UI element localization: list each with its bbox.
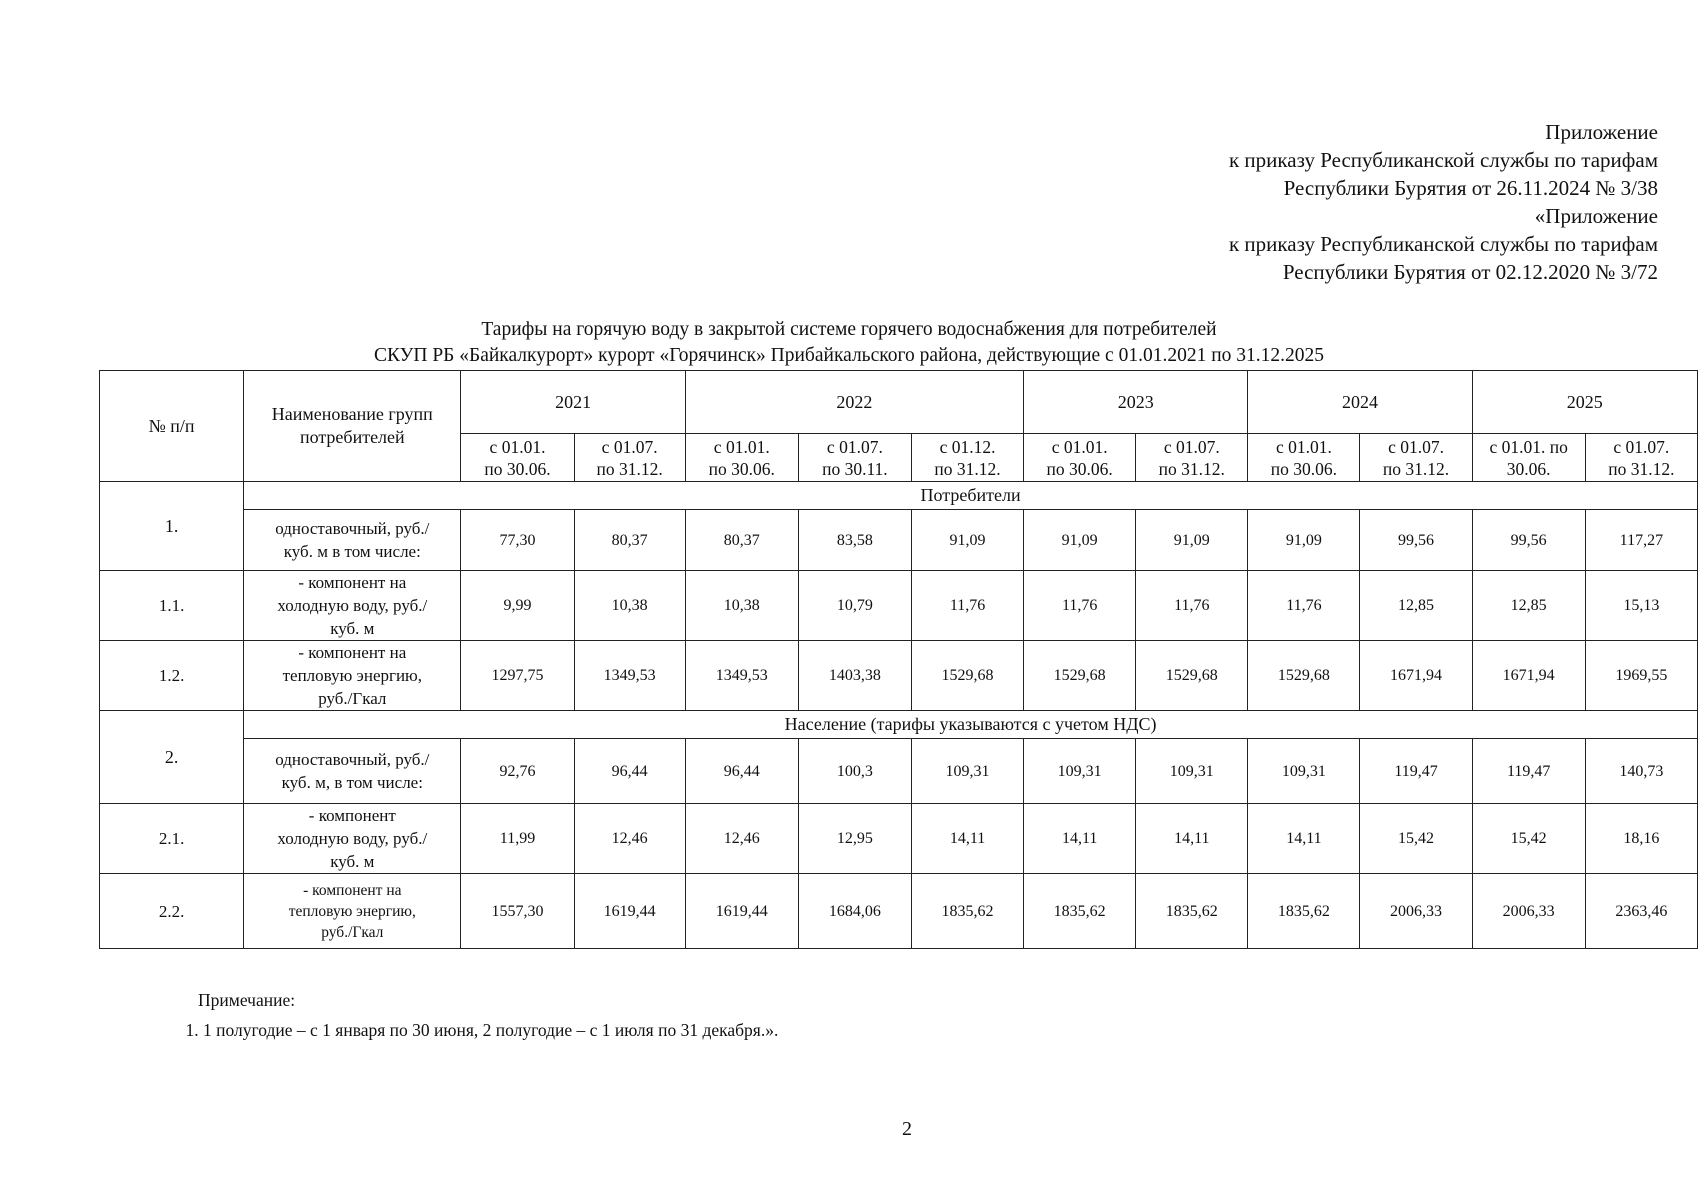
table-row (100, 874, 1698, 949)
tariff-value: 15,42 (1472, 804, 1585, 874)
period-header (574, 434, 685, 482)
tariff-value: 91,09 (911, 510, 1023, 571)
table-row (100, 571, 1698, 641)
tariff-value: 12,95 (798, 804, 911, 874)
tariff-value: 1529,68 (1136, 641, 1248, 711)
name-line: тепловую энергию, (288, 902, 416, 920)
name-line: холодную воду, руб./ (277, 596, 428, 615)
consumer-group-name (244, 804, 461, 874)
section-heading: Потребители (244, 482, 1698, 510)
tariff-value: 91,09 (1024, 510, 1136, 571)
tariff-value: 1529,68 (1248, 641, 1360, 711)
tariff-value: 14,11 (1248, 804, 1360, 874)
tariff-value: 18,16 (1585, 804, 1697, 874)
tariff-value: 1349,53 (574, 641, 685, 711)
consumer-group-name (244, 510, 461, 571)
period-header (1360, 434, 1472, 482)
tariff-value: 109,31 (911, 739, 1023, 804)
section-row (100, 711, 1698, 739)
row-number: 2.1. (100, 804, 244, 874)
row-number: 2. (100, 711, 244, 804)
note (198, 985, 800, 1045)
tariff-value: 2363,46 (1585, 874, 1697, 949)
column-header-name: Наименование групп потребителей (244, 371, 461, 482)
tariff-value: 11,76 (1136, 571, 1248, 641)
header-line: к приказу Республиканской службы по тарифам (1228, 148, 1658, 172)
tariff-value: 1671,94 (1472, 641, 1585, 711)
name-line: холодную воду, руб./ (277, 829, 428, 848)
tariff-value: 10,38 (685, 571, 798, 641)
tariff-value: 1297,75 (461, 641, 574, 711)
year-header: 2023 (1024, 371, 1248, 434)
tariff-value: 109,31 (1136, 739, 1248, 804)
tariff-value: 11,76 (1248, 571, 1360, 641)
tariff-value: 15,13 (1585, 571, 1697, 641)
period-header (798, 434, 911, 482)
tariff-value: 91,09 (1136, 510, 1248, 571)
period-line: 30.06. (1506, 458, 1551, 479)
header-line: Республики Бурятия от 02.12.2020 № 3/72 (1282, 260, 1658, 284)
tariff-value: 91,09 (1248, 510, 1360, 571)
tariff-value: 14,11 (911, 804, 1023, 874)
tariff-value: 77,30 (461, 510, 574, 571)
consumer-group-name (244, 874, 461, 949)
tariff-value: 96,44 (685, 739, 798, 804)
tariff-value: 9,99 (461, 571, 574, 641)
tariff-value: 12,85 (1360, 571, 1472, 641)
tariff-value: 92,76 (461, 739, 574, 804)
consumer-group-name (244, 739, 461, 804)
tariff-value: 1529,68 (911, 641, 1023, 711)
period-line: с 01.01. (1051, 436, 1108, 457)
header-line: Приложение (1545, 120, 1658, 144)
period-line: по 31.12. (1382, 458, 1450, 479)
tariff-value: 10,79 (798, 571, 911, 641)
tariff-value: 119,47 (1472, 739, 1585, 804)
tariff-value: 80,37 (574, 510, 685, 571)
title-line-1: Тарифы на горячую воду в закрытой системе горячего водоснабжения для потребителей (481, 319, 1217, 340)
row-number: 2.2. (100, 874, 244, 949)
tariff-value: 1969,55 (1585, 641, 1697, 711)
year-header: 2025 (1472, 371, 1697, 434)
table-body (100, 371, 1698, 949)
tariff-value: 1529,68 (1024, 641, 1136, 711)
tariff-value: 2006,33 (1360, 874, 1472, 949)
name-line: - компонент на (303, 881, 402, 899)
tariff-value: 15,42 (1360, 804, 1472, 874)
name-line: руб./Гкал (321, 923, 384, 941)
tariff-value: 11,99 (461, 804, 574, 874)
period-line: по 30.06. (708, 458, 775, 479)
header-line: к приказу Республиканской службы по тарифам (1228, 232, 1658, 256)
tariff-value: 1684,06 (798, 874, 911, 949)
period-header (911, 434, 1023, 482)
table-row (100, 739, 1698, 804)
name-line: руб./Гкал (318, 689, 387, 708)
period-line: с 01.01. (713, 436, 770, 457)
tariff-value: 1619,44 (574, 874, 685, 949)
tariff-value: 1403,38 (798, 641, 911, 711)
tariff-value: 12,46 (685, 804, 798, 874)
row-number: 1.1. (100, 571, 244, 641)
period-line: с 01.07. (1163, 436, 1220, 457)
year-header: 2024 (1248, 371, 1472, 434)
period-line: по 31.12. (1608, 458, 1675, 479)
year-header: 2021 (461, 371, 685, 434)
section-heading: Население (тарифы указываются с учетом НДС) (244, 711, 1698, 739)
tariff-value: 12,85 (1472, 571, 1585, 641)
column-header-number: № п/п (100, 371, 244, 482)
period-header (1248, 434, 1360, 482)
note-label: Примечание: (198, 990, 296, 1010)
tariff-value: 96,44 (574, 739, 685, 804)
tariff-value: 109,31 (1024, 739, 1136, 804)
section-row (100, 482, 1698, 510)
period-header (461, 434, 574, 482)
period-line: с 01.12. (939, 436, 996, 457)
year-header-row (100, 371, 1698, 434)
name-line: - компонент на (298, 573, 407, 592)
name-line: куб. м, в том числе: (281, 773, 423, 792)
period-line: с 01.07. (601, 436, 658, 457)
period-header (1585, 434, 1697, 482)
name-line: куб. м в том числе: (283, 542, 421, 561)
name-line: - компонент на (298, 643, 407, 662)
row-number: 1.2. (100, 641, 244, 711)
table-row (100, 510, 1698, 571)
tariff-value: 14,11 (1024, 804, 1136, 874)
period-header (1136, 434, 1248, 482)
table-row (100, 641, 1698, 711)
title-line-2: СКУП РБ «Байкалкурорт» курорт «Горячинск» Прибайкальского района, действующие с 01.01.2021 по 31.12.2025 (373, 345, 1325, 366)
year-header: 2022 (685, 371, 1023, 434)
tariff-value: 1557,30 (461, 874, 574, 949)
period-header (685, 434, 798, 482)
tariff-value: 1349,53 (685, 641, 798, 711)
tariff-value: 11,76 (1024, 571, 1136, 641)
period-line: по 31.12. (1158, 458, 1225, 479)
tariff-value: 100,3 (798, 739, 911, 804)
tariff-value: 1835,62 (911, 874, 1023, 949)
period-line: по 31.12. (596, 458, 663, 479)
period-line: с 01.01. (489, 436, 546, 457)
tariff-value: 117,27 (1585, 510, 1697, 571)
tariff-value: 140,73 (1585, 739, 1697, 804)
table-title (0, 317, 1698, 369)
tariff-value: 14,11 (1136, 804, 1248, 874)
tariff-value: 1835,62 (1248, 874, 1360, 949)
name-line: куб. м (330, 852, 375, 871)
tariff-value: 99,56 (1360, 510, 1472, 571)
header-line: Республики Бурятия от 26.11.2024 № 3/38 (1283, 176, 1658, 200)
tariff-value: 80,37 (685, 510, 798, 571)
tariff-value: 83,58 (798, 510, 911, 571)
tariff-value: 109,31 (1248, 739, 1360, 804)
tariff-table (99, 370, 1698, 949)
consumer-group-name (244, 641, 461, 711)
name-line: одноставочный, руб./ (275, 519, 430, 538)
tariff-value: 11,76 (911, 571, 1023, 641)
tariff-value: 1835,62 (1136, 874, 1248, 949)
consumer-group-name (244, 571, 461, 641)
period-header (1024, 434, 1136, 482)
name-line: тепловую энергию, (282, 666, 423, 685)
tariff-value: 1671,94 (1360, 641, 1472, 711)
name-line: куб. м (330, 619, 375, 638)
tariff-value: 1619,44 (685, 874, 798, 949)
period-line: с 01.01. (1275, 436, 1332, 457)
period-line: с 01.07. (826, 436, 883, 457)
tariff-value: 2006,33 (1472, 874, 1585, 949)
period-line: с 01.07. (1613, 436, 1670, 457)
period-line: по 30.06. (484, 458, 551, 479)
tariff-value: 12,46 (574, 804, 685, 874)
period-header (1472, 434, 1585, 482)
period-line: с 01.01. по (1489, 436, 1568, 457)
period-line: по 31.12. (934, 458, 1001, 479)
period-line: по 30.06. (1270, 458, 1338, 479)
page-number: 2 (902, 1118, 912, 1140)
period-line: по 30.06. (1046, 458, 1113, 479)
row-number: 1. (100, 482, 244, 571)
note-item: 1. 1 полугодие – с 1 января по 30 июня, 2 полугодие – с 1 июля по 31 декабря.». (203, 1015, 778, 1045)
tariff-value: 99,56 (1472, 510, 1585, 571)
table-row (100, 804, 1698, 874)
name-line: одноставочный, руб./ (275, 750, 430, 769)
period-line: по 30.11. (822, 458, 888, 479)
tariff-value: 10,38 (574, 571, 685, 641)
name-line: - компонент (308, 806, 396, 825)
document-header (1229, 118, 1658, 286)
header-line: «Приложение (1534, 204, 1658, 228)
tariff-value: 1835,62 (1024, 874, 1136, 949)
period-line: с 01.07. (1388, 436, 1444, 457)
tariff-value: 119,47 (1360, 739, 1472, 804)
